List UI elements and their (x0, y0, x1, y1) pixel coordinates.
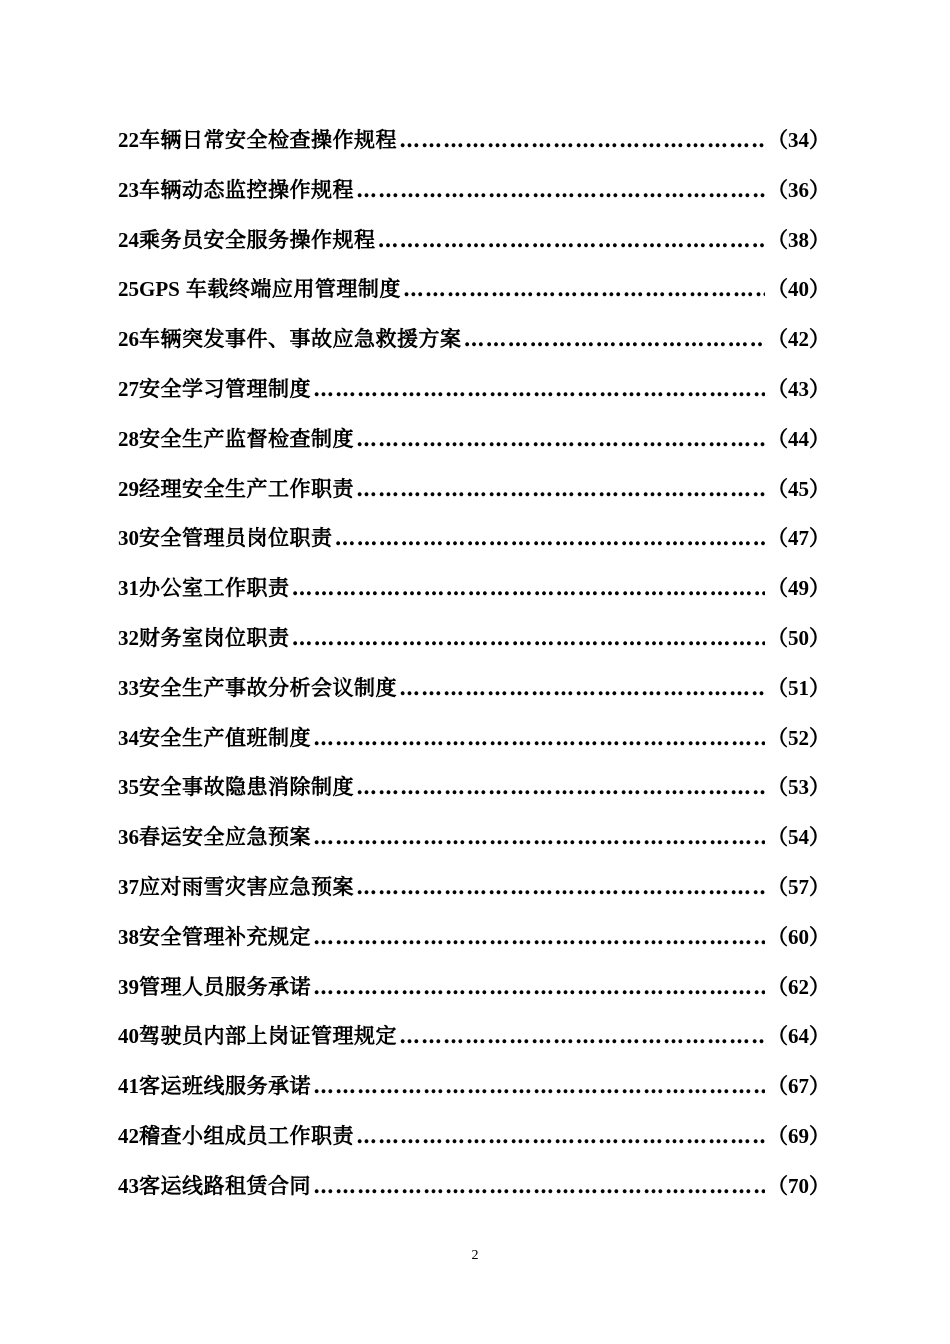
toc-entry[interactable] (118, 871, 830, 921)
dot-leader (378, 227, 766, 252)
toc-entry-page: （70） (767, 1173, 830, 1198)
toc-entry[interactable] (118, 1070, 830, 1120)
toc-entry-title: 安全学习管理制度 (139, 375, 311, 401)
toc-entry-page: （44） (767, 426, 830, 451)
toc-entry-number: 25GPS (118, 277, 180, 302)
toc-entry-page: （38） (767, 227, 830, 252)
toc-entry-number: 39 (118, 974, 139, 999)
toc-entry[interactable] (118, 224, 830, 274)
dot-leader (403, 276, 765, 301)
toc-entry[interactable] (118, 722, 830, 772)
toc-entry-title: 安全管理补充规定 (139, 923, 311, 949)
toc-entry-page: （53） (767, 775, 830, 800)
toc-entry[interactable] (118, 971, 830, 1021)
toc-entry[interactable] (118, 423, 830, 473)
dot-leader (399, 675, 765, 700)
toc-entry-number: 32 (118, 625, 139, 650)
dot-leader (356, 774, 765, 799)
dot-leader (313, 376, 765, 401)
toc-entry-title: 安全生产事故分析会议制度 (139, 674, 397, 700)
toc-entry[interactable] (118, 174, 830, 224)
toc-entry-title: 办公室工作职责 (139, 575, 290, 601)
toc-entry-number: 43 (118, 1173, 139, 1198)
toc-entry-number: 41 (118, 1074, 139, 1099)
page-number: 2 (471, 1248, 479, 1263)
toc-entry-page: （50） (767, 625, 830, 650)
toc-entry-page: （64） (767, 1024, 830, 1049)
toc-entry-number: 36 (118, 825, 139, 850)
dot-leader (313, 824, 765, 849)
dot-leader (356, 476, 765, 501)
toc-entry-page: （51） (767, 675, 830, 700)
toc-entry-page: （69） (767, 1123, 830, 1148)
dot-leader (313, 924, 765, 949)
dot-leader (313, 1173, 765, 1198)
toc-entry[interactable] (118, 273, 830, 323)
toc-entry-number: 38 (118, 924, 139, 949)
toc-entry-title: 管理人员服务承诺 (139, 973, 311, 999)
toc-entry-page: （40） (767, 277, 830, 302)
dot-leader (313, 1073, 765, 1098)
toc-entry-number: 26 (118, 327, 139, 352)
toc-entry-number: 30 (118, 526, 139, 551)
toc-entry-page: （52） (767, 725, 830, 750)
toc-entry-number: 23 (118, 177, 139, 202)
dot-leader (313, 725, 765, 750)
toc-entry[interactable] (118, 1170, 830, 1220)
toc-entry-page: （60） (767, 924, 830, 949)
dot-leader (399, 1023, 765, 1048)
toc-entry-page: （54） (767, 825, 830, 850)
toc-entry-number: 37 (118, 874, 139, 899)
toc-entry-title: 驾驶员内部上岗证管理规定 (139, 1023, 397, 1049)
toc-entry-title: 客运班线服务承诺 (139, 1073, 311, 1099)
toc-entry-title: 客运线路租赁合同 (139, 1172, 311, 1198)
toc-entry-number: 33 (118, 675, 139, 700)
toc-entry-number: 29 (118, 476, 139, 501)
toc-entry[interactable] (118, 323, 830, 373)
toc-entry[interactable] (118, 1020, 830, 1070)
toc-entry[interactable] (118, 771, 830, 821)
toc-entry-title: 财务室岗位职责 (139, 624, 290, 650)
toc-entry-page: （45） (767, 476, 830, 501)
toc-entry-page: （34） (767, 128, 830, 152)
toc-entry-page: （42） (767, 327, 830, 352)
toc-entry-number: 40 (118, 1024, 139, 1049)
toc-entry-number: 27 (118, 376, 139, 401)
dot-leader (356, 426, 765, 451)
dot-leader (335, 525, 766, 550)
toc-entry-page: （62） (767, 974, 830, 999)
toc-entry-number: 22 (118, 128, 139, 152)
toc-entry-title: 安全事故隐患消除制度 (139, 774, 354, 800)
dot-leader (292, 575, 766, 600)
toc-entry[interactable] (118, 373, 830, 423)
dot-leader (399, 127, 765, 152)
toc-entry[interactable] (118, 473, 830, 523)
toc-entry-title: 春运安全应急预案 (139, 824, 311, 850)
toc-entry-title: 安全生产监督检查制度 (139, 425, 354, 451)
toc-entry-title: 车辆日常安全检查操作规程 (139, 127, 397, 152)
toc-entry-page: （47） (767, 526, 830, 551)
dot-leader (356, 1123, 765, 1148)
dot-leader (292, 625, 766, 650)
toc-entry[interactable] (118, 622, 830, 672)
toc-entry-title: 经理安全生产工作职责 (139, 475, 354, 501)
toc-entry-title: 车载终端应用管理制度 (185, 276, 401, 302)
toc-entry[interactable] (118, 672, 830, 722)
toc-entry-number: 34 (118, 725, 139, 750)
toc-entry[interactable] (118, 572, 830, 622)
toc-entry-title: 乘务员安全服务操作规程 (139, 226, 376, 252)
toc-entry[interactable] (118, 921, 830, 971)
toc-entry[interactable] (118, 1120, 830, 1170)
toc-entry-title: 安全生产值班制度 (139, 724, 311, 750)
toc-entry-page: （67） (767, 1074, 830, 1099)
toc-entry-number: 35 (118, 775, 139, 800)
toc-entry-title: 安全管理员岗位职责 (139, 525, 333, 551)
toc-entry[interactable] (118, 522, 830, 572)
toc-entry-number: 24 (118, 227, 139, 252)
table-of-contents (118, 124, 830, 1220)
toc-entry-page: （49） (767, 576, 830, 601)
toc-entry-page: （57） (767, 874, 830, 899)
dot-leader (313, 974, 765, 999)
toc-entry-title: 车辆动态监控操作规程 (139, 176, 354, 202)
toc-entry-title: 车辆突发事件、事故应急救援方案 (139, 326, 462, 352)
toc-entry[interactable] (118, 821, 830, 871)
toc-entry[interactable] (118, 124, 830, 174)
toc-entry-title: 应对雨雪灾害应急预案 (139, 873, 354, 899)
toc-entry-number: 31 (118, 576, 139, 601)
toc-entry-page: （36） (767, 177, 830, 202)
toc-entry-number: 42 (118, 1123, 139, 1148)
dot-leader (464, 326, 766, 351)
toc-entry-page: （43） (767, 376, 830, 401)
toc-entry-title: 稽查小组成员工作职责 (139, 1122, 354, 1148)
toc-entry-number: 28 (118, 426, 139, 451)
dot-leader (356, 177, 765, 202)
dot-leader (356, 874, 765, 899)
